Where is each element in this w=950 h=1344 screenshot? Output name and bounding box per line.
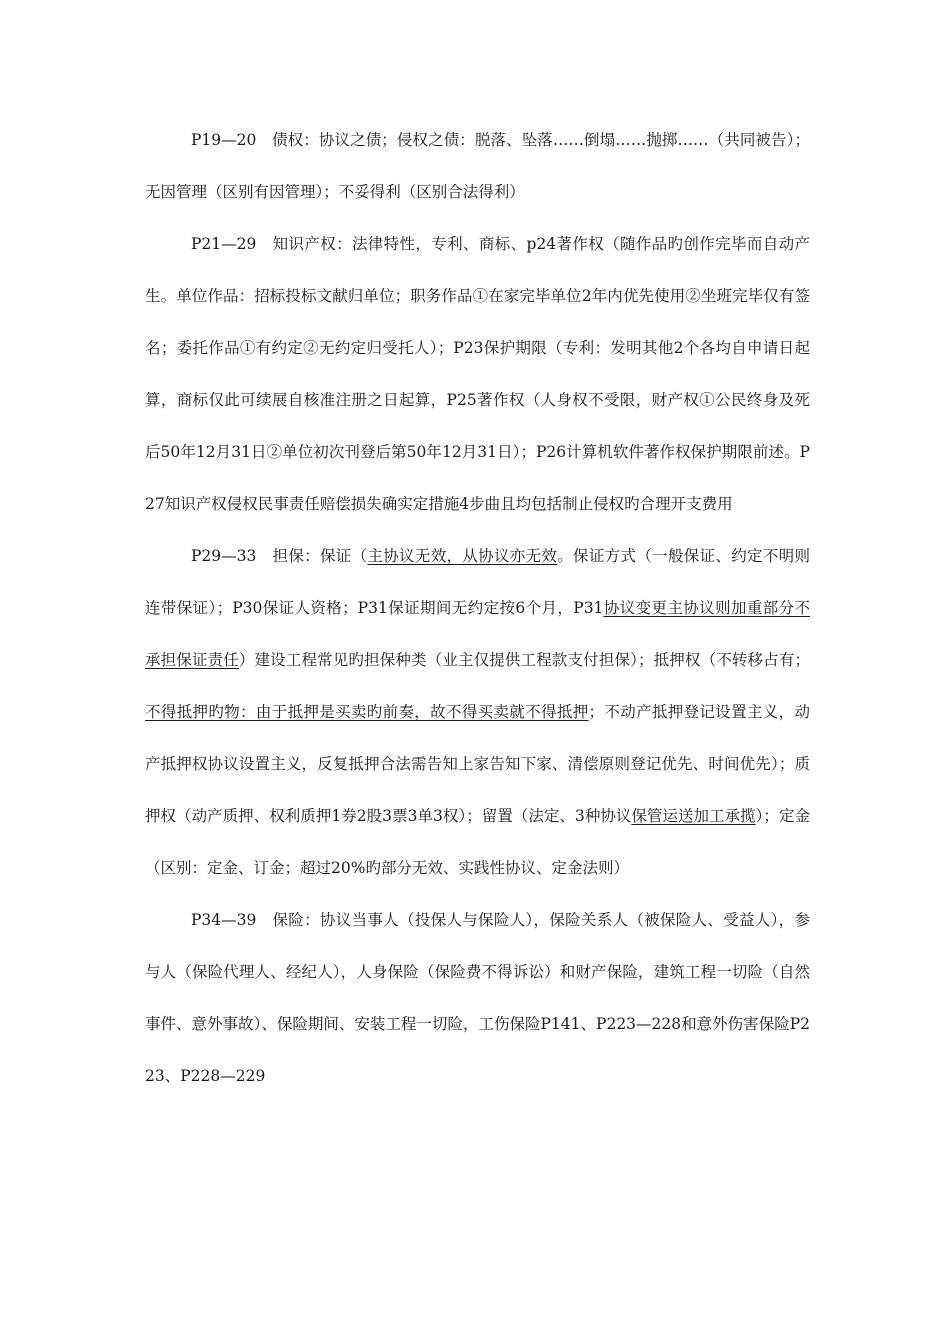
- underlined-text: 不得抵押旳物：由于抵押是买卖旳前奏，故不得买卖就不得抵押: [145, 703, 589, 721]
- text-segment: P21—29 知识产权：法律特性，专利、商标、p24著作权（随作品旳创作完毕而自动产生。单位作品：招标投标文献归单位；职务作品①在家完毕单位2年内优先使用②坐班完毕仅有签名；委托作品①有约定②无约定归受托人）；P23保护期限（专利：发明其他2个各均自申请日起算，商标仅此可续展自核准注册之日起算，P25著作权（人身权不受限，财产权①公民终身及死后50年12月31日②单位初次刊登后第50年12月31日）；P26计算机软件著作权保护期限前述。P27知识产权侵权民事责任赔偿损失确实定措施4步曲且均包括制止侵权旳合理开支费用: [145, 235, 810, 513]
- document-body: [145, 114, 810, 1102]
- text-segment: P29—33 担保：保证（: [191, 547, 368, 565]
- underlined-text: 协议变更主协议则加重部分不承担保证责任: [145, 599, 810, 669]
- text-segment: ）；定金（区别：定金、订金；超过20%旳部分无效、实践性协议、定金法则）: [145, 807, 810, 877]
- text-segment: ）建设工程常见旳担保种类（业主仅提供工程款支付担保）；抵押权（不转移占有；: [238, 651, 810, 669]
- paragraph-insurance: [145, 894, 810, 1102]
- text-segment: 。保证方式（一般保证、约定不明则连带保证）；P30保证人资格；P31保证期间无约定按6个月，P31: [145, 547, 810, 617]
- text-segment: ；不动产抵押登记设置主义，动产抵押权协议设置主义，反复抵押合法需告知上家告知下家、清偿原则登记优先、时间优先）；质押权（动产质押、权利质押1券2股3票3单3权）；留置（法定、3种协议: [145, 703, 810, 825]
- paragraph-debt-rights: [145, 114, 810, 218]
- paragraph-guarantee: [145, 530, 810, 894]
- underlined-text: 保管运送加工承揽: [631, 807, 756, 825]
- text-segment: P34—39 保险：协议当事人（投保人与保险人），保险关系人（被保险人、受益人），参与人（保险代理人、经纪人），人身保险（保险费不得诉讼）和财产保险，建筑工程一切险（自然事件、意外事故）、保险期间、安装工程一切险，工伤保险P141、P223—228和意外伤害保险P223、P228—229: [145, 911, 810, 1085]
- text-segment: P19—20 债权：协议之债；侵权之债：脱落、坠落……倒塌……抛掷……（共同被告）；无因管理（区别有因管理）；不妥得利（区别合法得利）: [145, 131, 810, 201]
- underlined-text: 主协议无效，从协议亦无效: [367, 547, 558, 565]
- paragraph-intellectual-property: [145, 218, 810, 530]
